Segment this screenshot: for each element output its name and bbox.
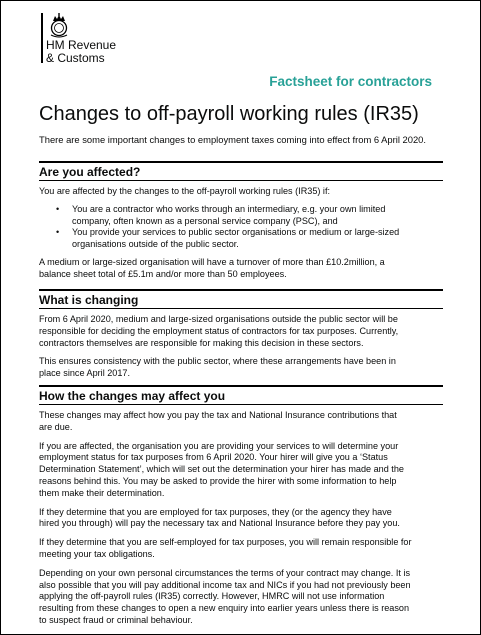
- list-item: • You are a contractor who works through an intermediary, e.g. your own limited company, often known as a personal service company (PSC), and: [56, 203, 386, 226]
- section-how-changes-affect-you: [39, 385, 443, 627]
- bullet-icon: •: [56, 227, 60, 238]
- section-heading: Are you affected?: [39, 161, 443, 181]
- bullet-list: [39, 204, 443, 251]
- logo-name-line2: & Customs: [46, 51, 105, 65]
- intro-text: There are some important changes to employment taxes coming into effect from 6 April 2020.: [39, 134, 427, 145]
- section-paragraph: Depending on your own personal circumstances the terms of your contract may change. It is also possible that you will pay additional income tax and NICs if you had not previously been applying the off-payroll rules (IR35) correctly. However, HMRC will not use information resulting from these changes to open a new enquiry into earlier years unless there is reason to suspect fraud or criminal behaviour.: [39, 567, 411, 625]
- logo-name: [46, 39, 116, 65]
- royal-crest-icon: [46, 13, 72, 39]
- logo-bar: [41, 13, 43, 63]
- section-lead: You are affected by the changes to the off-payroll working rules (IR35) if:: [39, 186, 330, 196]
- list-item: • You provide your services to public sector organisations or medium or large-sized organisations outside of the public sector.: [56, 227, 400, 250]
- section-paragraph: From 6 April 2020, medium and large-sized organisations outside the public sector will be responsible for deciding the employment status of contractors for tax purposes. Currently, contractors themselves are responsible for making this decision in these sectors.: [39, 314, 399, 348]
- section-are-you-affected: [39, 161, 443, 281]
- section-paragraph: This ensures consistency with the public sector, where these arrangements have been in place since April 2017.: [39, 356, 396, 379]
- section-paragraph: If they determine that you are employed for tax purposes, they (or the agency they have hired you through) will pay the necessary tax and National Insurance before they pay you.: [39, 506, 400, 529]
- section-heading: What is changing: [39, 289, 443, 309]
- logo-name-line1: HM Revenue: [46, 38, 117, 52]
- section-paragraph: If you are affected, the organisation you are providing your services to will determine your employment status for tax purposes from 6 April 2020. Your hirer will give you a ‘Status Determination Statement’, which will set out the determination your hirer has made and the reasons behind this. You may be asked to provide the hirer with some information to help them make their determination.: [39, 440, 404, 498]
- section-what-is-changing: [39, 289, 443, 380]
- section-paragraph: A medium or large-sized organisation will have a turnover of more than £10.2million, a balance sheet total of £5.1m and/or more than 50 employees.: [39, 256, 385, 279]
- section-heading: How the changes may affect you: [39, 385, 443, 405]
- page-title: Changes to off-payroll working rules (IR35): [39, 103, 419, 125]
- section-paragraph: If they determine that you are self-employed for tax purposes, you will remain responsible for meeting your tax obligations.: [39, 537, 412, 559]
- factsheet-label: Factsheet for contractors: [269, 74, 432, 89]
- bullet-icon: •: [56, 203, 60, 214]
- section-paragraph: These changes may affect how you pay the tax and National Insurance contributions that are due.: [39, 410, 397, 432]
